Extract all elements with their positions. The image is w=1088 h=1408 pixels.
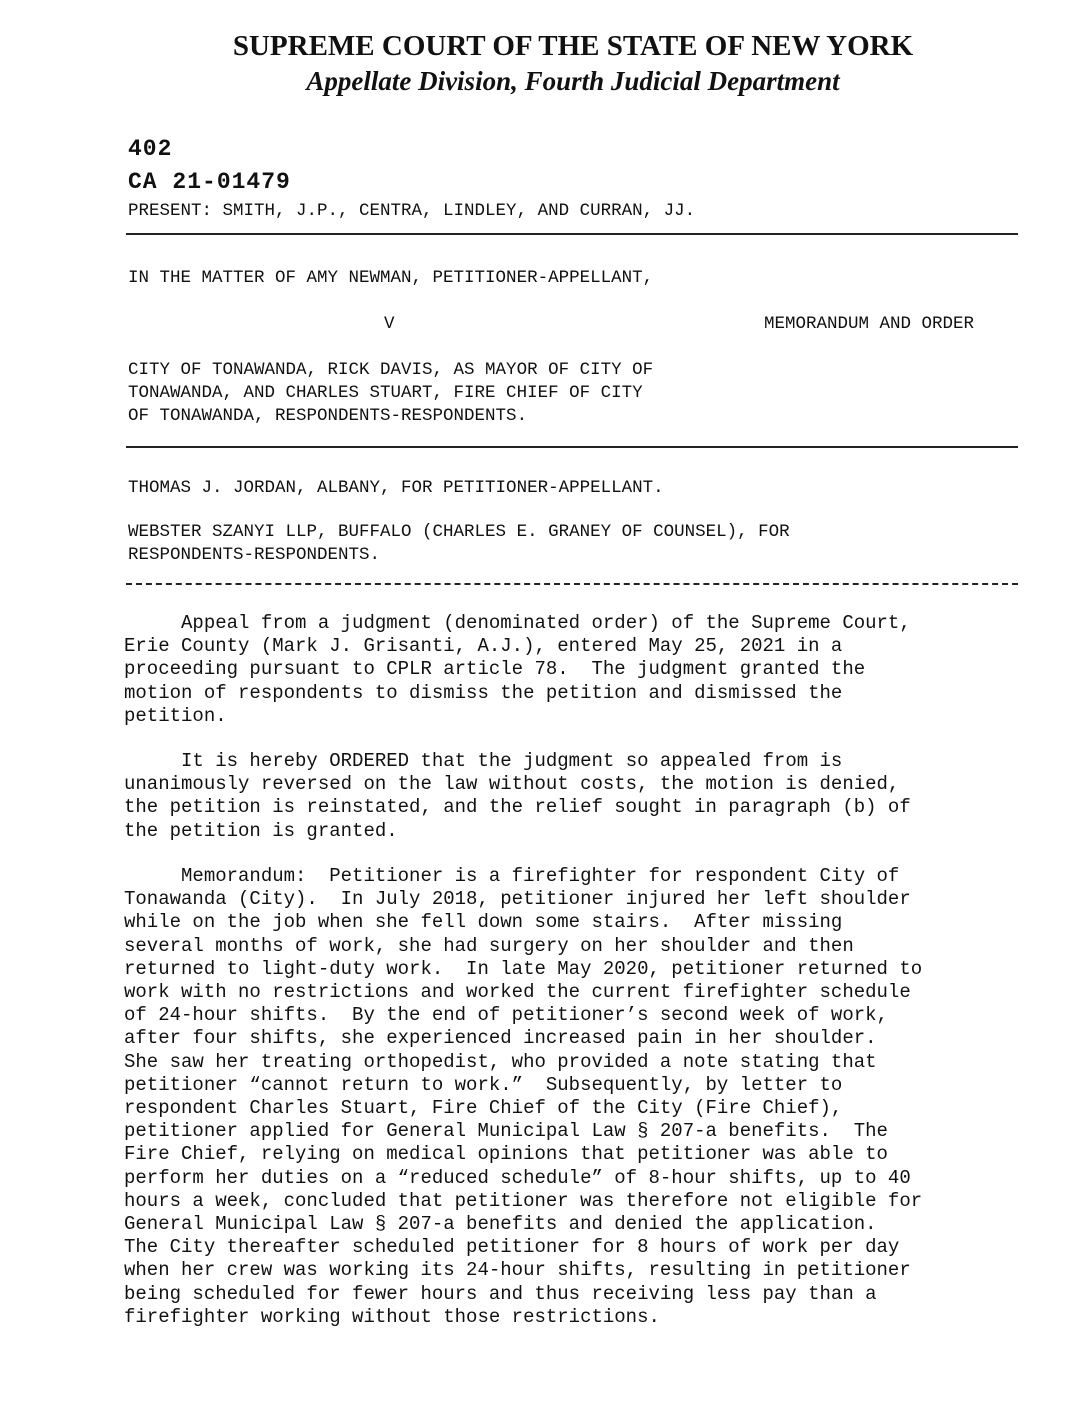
order-paragraph: It is hereby ORDERED that the judgment so appealed from is unanimously reversed on the law without costs, the motion is denied, the petition is reinstated, and the relief sought in paragraph (b) of the petition is granted. xyxy=(124,750,911,842)
caption-respondents-line2: TONAWANDA, AND CHARLES STUART, FIRE CHIEF OF CITY xyxy=(128,383,643,403)
caption-petitioner: IN THE MATTER OF AMY NEWMAN, PETITIONER-APPELLANT, xyxy=(128,268,654,288)
memorandum-paragraph: Memorandum: Petitioner is a firefighter for respondent City of Tonawanda (City). In July 2018, petitioner injured her left shoulder while on the job when she fell down some stairs. After missing several months of work, she had surgery on her shoulder and then returned to light-duty work. In late May 2020, petitioner returned to work with no restrictions and worked the current firefighter schedule of 24-hour shifts. By the end of petitioner’s second week of work, after four shifts, she experienced increased pain in her shoulder. She saw her treating orthopedist, who provided a note stating that petitioner “cannot return to work.” Subsequently, by letter to respondent Charles Stuart, Fire Chief of the City (Fire Chief), petitioner applied for General Municipal Law § 207-a benefits. The Fire Chief, relying on medical opinions that petitioner was able to perform her duties on a “reduced schedule” of 8-hour shifts, up to 40 hours a week, concluded that petitioner was therefore not eligible for General Municipal Law § 207-a benefits and denied the application. The City thereafter scheduled petitioner for 8 hours of work per day when her crew was working its 24-hour shifts, resulting in petitioner being scheduled for fewer hours and thus receiving less pay than a firefighter working without those restrictions. xyxy=(124,865,923,1328)
divider-top xyxy=(126,233,1018,235)
caption-respondents-line3: OF TONAWANDA, RESPONDENTS-RESPONDENTS. xyxy=(128,406,528,426)
docket-number: CA 21-01479 xyxy=(128,169,291,195)
divider-middle xyxy=(126,446,1018,448)
divider-dashed xyxy=(126,583,1018,585)
caption-respondents-line1: CITY OF TONAWANDA, RICK DAVIS, AS MAYOR OF CITY OF xyxy=(128,360,654,380)
document-type: MEMORANDUM AND ORDER xyxy=(764,314,975,334)
counsel-respondents-line1: WEBSTER SZANYI LLP, BUFFALO (CHARLES E. GRANEY OF COUNSEL), FOR xyxy=(128,522,790,542)
counsel-respondents-line2: RESPONDENTS-RESPONDENTS. xyxy=(128,545,381,565)
case-number: 402 xyxy=(128,136,173,162)
caption-versus: V xyxy=(384,314,395,334)
counsel-appellant: THOMAS J. JORDAN, ALBANY, FOR PETITIONER-APPELLANT. xyxy=(128,478,664,498)
present-judges: PRESENT: SMITH, J.P., CENTRA, LINDLEY, AND CURRAN, JJ. xyxy=(128,201,696,221)
division-name: Appellate Division, Fourth Judicial Department xyxy=(306,66,840,96)
court-name: SUPREME COURT OF THE STATE OF NEW YORK xyxy=(232,30,914,62)
appeal-paragraph: Appeal from a judgment (denominated order) of the Supreme Court, Erie County (Mark J. Grisanti, A.J.), entered May 25, 2021 in a proceeding pursuant to CPLR article 78. The judgment granted the motion of respondents to dismiss the petition and dismissed the petition. xyxy=(124,612,911,727)
